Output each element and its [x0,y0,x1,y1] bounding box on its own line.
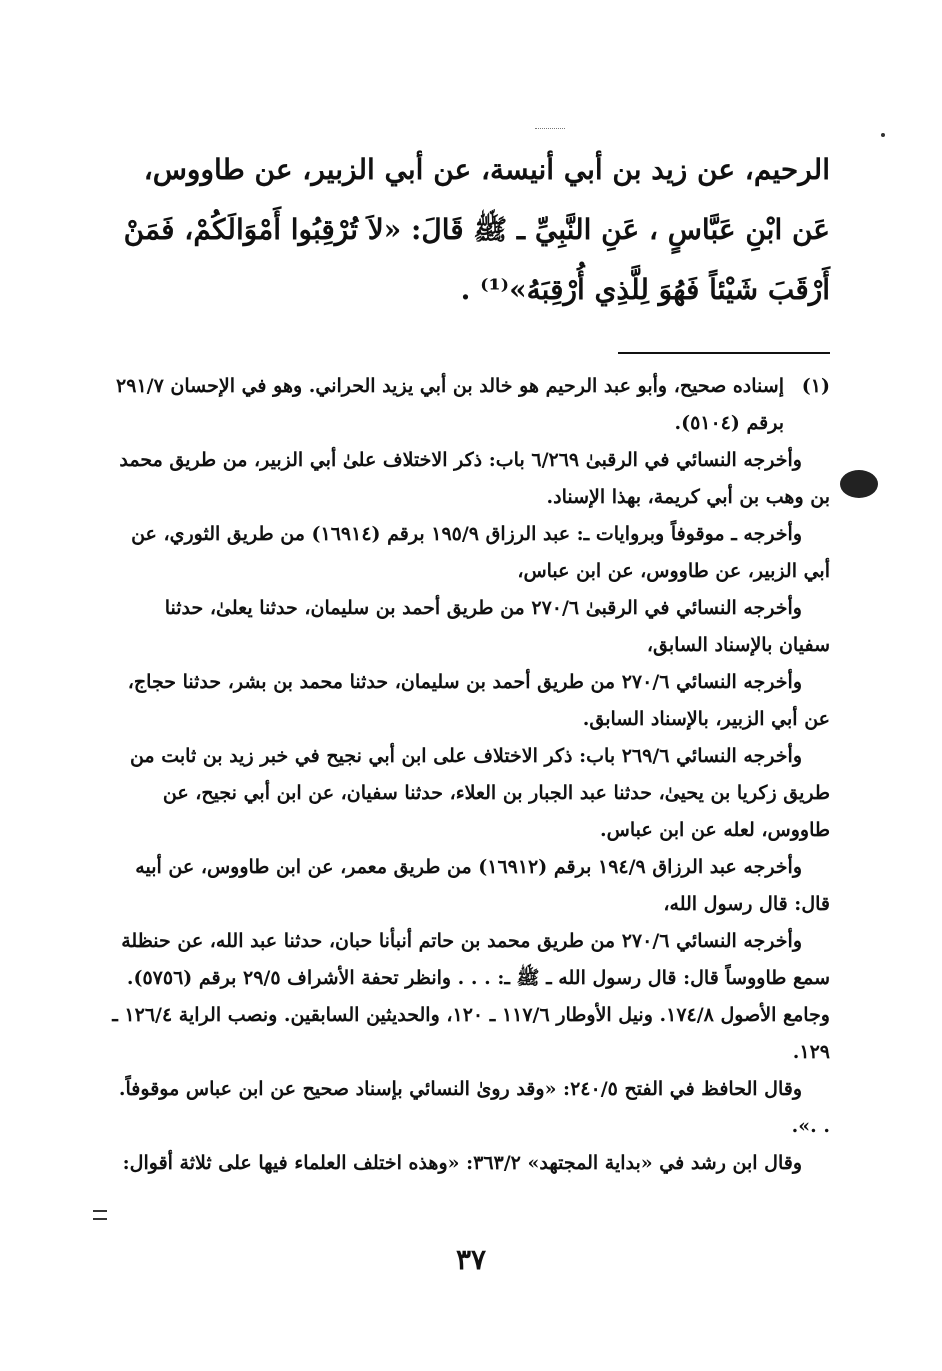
hadith-line-1: الرحيم، عن زيد بن أبي أنيسة، عن أبي الزبير، عن طاووس، [143,153,830,186]
footnote-line: وأخرجه ـ موقوفاً وبروايات ـ: عبد الرزاق ١٩٥/٩ برقم (١٦٩١٤) من طريق الثوري، عن أبي الزبير، عن طاووس، عن ابن عباس، [131,523,830,582]
footnote-line: وأخرجه عبد الرزاق ١٩٤/٩ برقم (١٦٩١٢) من طريق معمر، عن ابن طاووس، عن أبيه قال: قال رسول الله، [135,856,830,915]
footnote-line: وأخرجه النسائي في الرقبىٰ ٦/٢٦٩ باب: ذكر الاختلاف علىٰ أبي الزبير، من طريق محمد بن وهب بن أبي كريمة، بهذا الإسناد. [119,449,830,508]
page-number: ٣٧ [455,1243,487,1276]
footnote-line: وأخرجه النسائي ٢٧٠/٦ من طريق أحمد بن سليمان، حدثنا محمد بن بشر، حدثنا حجاج، عن أبي الزبير، بالإسناد السابق. [127,671,830,730]
hadith-text [110,140,830,320]
hadith-line-2: عَن ابْنِ عَبَّاسٍ ، عَنِ النَّبِيِّ ـ ﷺ قَالَ: «لاَ تُرْقِبُوا أَمْوَالَكُمْ، فَمَنْ [123,213,830,246]
margin-mark [93,1210,107,1220]
footnote-line: وقال الحافظ في الفتح ٢٤٠/٥: «وقد رویٰ النسائي بإسناد صحيح عن ابن عباس موقوفاً. . .». [118,1078,830,1137]
footnote-line: وأخرجه النسائي ٢٦٩/٦ باب: ذكر الاختلاف على ابن أبي نجيح في خبر زيد بن ثابت من طريق زكريا بن يحيىٰ، حدثنا عبد الجبار بن العلاء، حدثنا سفيان، عن ابن أبي نجيح، عن طاووس، لعله عن ابن عباس. [129,745,830,841]
footnote-line: وأخرجه النسائي في الرقبىٰ ٢٧٠/٦ من طريق أحمد بن سليمان، حدثنا يعلىٰ، حدثنا سفيان بالإسناد السابق، [164,597,830,656]
footnote-separator [618,352,830,354]
ink-smudge [840,470,878,498]
print-dots [535,128,565,129]
footnote-line: إسناده صحيح، وأبو عبد الرحيم هو خالد بن أبي يزيد الحراني. وهو في الإحسان ٢٩١/٧ برقم (٥١٠٤). [116,375,784,434]
footnote-number: (١) [801,375,830,397]
footnote-line: وقال ابن رشد في «بداية المجتهد» ٣٦٣/٢: «وهذه اختلف العلماء فيها على ثلاثة أقوال: [122,1152,802,1174]
footnotes [112,368,830,1182]
footnote-line: وأخرجه النسائي ٢٧٠/٦ من طريق محمد بن حاتم أنبأنا حبان، حدثنا عبد الله، عن حنظلة سمع طاووساً قال: قال رسول الله ـ ﷺ ـ: . . . وانظر تحفة الأشراف ٢٩/٥ برقم (٥٧٥٦). وجامع الأصول ١٧٤/٨. ونيل الأوطار ١١٧/٦ ـ ١٢٠، والحديثين السابقين. ونصب الراية ١٢٦/٤ ـ ١٢٩. [112,930,830,1063]
hadith-line-3: أَرْقَبَ شَيْئاً فَهُوَ لِلَّذِي أُرْقِبَهُ»⁽¹⁾ . [460,273,830,306]
ink-dot [881,133,885,137]
footnote-1 [112,368,830,1182]
